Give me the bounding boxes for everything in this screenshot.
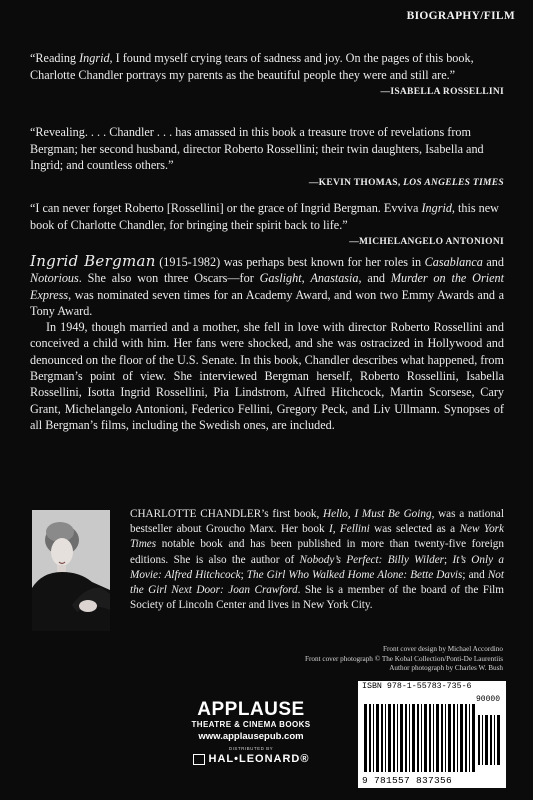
barcode-digits: 9 781557 837356 (362, 775, 453, 786)
film-title: Notorious (30, 271, 79, 286)
barcode-bar (385, 704, 386, 772)
barcode-bar (478, 715, 480, 765)
quote-text: “Reading (30, 51, 80, 65)
film-title: Murder on the Orient Express (30, 271, 504, 302)
barcode-bar (429, 704, 431, 772)
barcode-bar (397, 704, 398, 772)
quote-text: “Revealing. . . . Chandler . . . has amassed in this book a treasure trove of revelations from Bergman; her second husband, director Roberto Rossellini; their twin daughters, Isabella and Ingrid; and countless others.” (30, 125, 484, 172)
barcode-bar (373, 704, 374, 772)
credit-line: Front cover design by Michael Accordino (383, 645, 503, 653)
barcode-bar (405, 704, 407, 772)
ingrid-bergman-script-name: Ingrid Bergman (30, 252, 156, 270)
barcode-bar (409, 704, 410, 772)
quote-isabella-rossellini (30, 50, 504, 101)
barcode-bar (465, 704, 467, 772)
quote-text: , this new book of Charlotte Chandler, for bringing their spirit back to life.” (30, 201, 499, 232)
isbn-text: ISBN 978-1-55783-735-6 (362, 682, 472, 691)
barcode-bar (381, 704, 383, 772)
film-title: Gaslight (259, 271, 302, 286)
barcode-bar (388, 704, 391, 772)
barcode-bar (485, 715, 488, 765)
book-title: Nobody’s Perfect: Billy Wilder (299, 553, 445, 566)
barcode-bar (460, 704, 463, 772)
barcode-bar (417, 704, 419, 772)
quote-text: “I can never forget Roberto [Rossellini] or the grace of Ingrid Bergman. Evviva (30, 201, 422, 215)
barcode-bar (393, 704, 395, 772)
quote-attribution: —ISABELLA ROSSELLINI (380, 87, 504, 97)
publisher-name: APPLAUSE (197, 699, 305, 720)
author-photo (32, 510, 110, 631)
author-bio: CHARLOTTE CHANDLER’s first book, Hello, I Must Be Going, was a national bestseller about Groucho Marx. Her book I, Fellini was selected as a New York Times notable book and has been published in more than twenty-five foreign editions. She is also the author of Nobody’s Perfect: Billy Wilder; It’s Only a Movie: Alfred Hitchcock; The Girl Who Walked Home Alone: Bette Davis; and Not the Girl Next Door: Joan Crawford. She is a member of the board of the Film Society of Lincoln Center and lives in New York City. (130, 508, 505, 612)
barcode-bar (364, 704, 367, 772)
barcode-bar (497, 715, 500, 765)
quote-attribution: —KEVIN THOMAS, LOS ANGELES TIMES (308, 177, 504, 188)
barcode-bars (364, 694, 476, 772)
barcode-bar (469, 704, 470, 772)
barcode-bar (424, 704, 427, 772)
author-portrait-image (32, 510, 110, 631)
barcode-bar (400, 704, 403, 772)
barcode-bar (433, 704, 434, 772)
publication-name: New York Times (130, 523, 504, 551)
book-title-italic: Ingrid (421, 201, 452, 215)
barcode-bar (412, 704, 415, 772)
book-title: I, Fellini (328, 523, 370, 536)
price-code: 90000 (475, 695, 500, 704)
book-summary (30, 253, 504, 433)
barcode-bar (436, 704, 439, 772)
category-label: BIOGRAPHY/FILM (406, 10, 515, 22)
credit-line: Author photograph by Charles W. Bush (389, 664, 503, 673)
summary-paragraph-2: In 1949, though married and a mother, she fell in love with director Roberto Rossellini and conceived a child with him. Her fans were shocked, and she was ostracized in Hollywood and denounced on the floor of the U.S. Senate. In this book, Chandler describes what happened, from Bergman’s point of view. She interviewed Bergman herself, Roberto Rossellini, Isabella Rossellini, Isotta Ingrid Rossellini, Pia Lindstrom, Alfred Hitchcock, Martin Scorsese, Cary Grant, Michelangelo Antonioni, Federico Fellini, Gregory Peck, and Liv Ullmann. Synopses of all Bergman’s films, including the Swedish ones, are included. (30, 320, 504, 432)
price-barcode-bars (478, 705, 502, 765)
film-title: Anastasia (310, 271, 359, 286)
book-title-italic: Ingrid (79, 51, 110, 65)
barcode-bar (482, 715, 483, 765)
barcode-bar (369, 704, 371, 772)
barcode-bar (457, 704, 458, 772)
distributor-name: HAL•LEONARD® (208, 753, 310, 765)
barcode-bar (421, 704, 422, 772)
book-title: Not the Girl Next Door: Joan Crawford (130, 568, 505, 597)
barcode-bar (441, 704, 443, 772)
barcode-bar (490, 715, 492, 765)
book-title: The Girl Who Walked Home Alone: Bette Davis (246, 568, 463, 581)
cover-credits (305, 645, 503, 674)
book-title: Hello, I Must Be Going (323, 508, 432, 520)
publisher-block (166, 700, 336, 765)
isbn-barcode (358, 681, 506, 788)
book-title: It’s Only a Movie: Alfred Hitchcock (130, 553, 505, 581)
summary-paragraph-1: Ingrid Bergman (1915-1982) was perhaps best known for her roles in Casablanca and Notorious. She also won three Oscars—for Gaslight, Anastasia, and Murder on the Orient Express, was nominated seven times for an Academy Award, and won two Emmy Awards and a Tony Award. (30, 252, 504, 318)
distributed-by-label: DISTRIBUTED BY (228, 746, 274, 751)
distributor-logo (166, 753, 336, 765)
hal-leonard-logo-icon (193, 754, 205, 765)
quote-attribution: —MICHELANGELO ANTONIONI (349, 237, 504, 247)
quote-text: , I found myself crying tears of sadness and joy. On the pages of this book, Charlotte Chandler portrays my parents as the beautiful people they were and still are.” (30, 51, 474, 82)
publisher-subtitle: THEATRE & CINEMA BOOKS (191, 720, 311, 729)
credit-line: Front cover photograph © The Kobal Collection/Ponti-De Laurentiis (305, 654, 503, 663)
barcode-bar (448, 704, 451, 772)
publication-name: LOS ANGELES TIMES (403, 177, 504, 188)
film-title: Casablanca (424, 255, 483, 269)
publisher-url: www.applausepub.com (198, 731, 304, 742)
barcode-bar (445, 704, 446, 772)
barcode-bar (494, 715, 495, 765)
quote-michelangelo-antonioni (30, 200, 504, 251)
barcode-bar (376, 704, 379, 772)
barcode-bar (472, 704, 475, 772)
quote-kevin-thomas (30, 124, 504, 191)
barcode-bar (453, 704, 455, 772)
